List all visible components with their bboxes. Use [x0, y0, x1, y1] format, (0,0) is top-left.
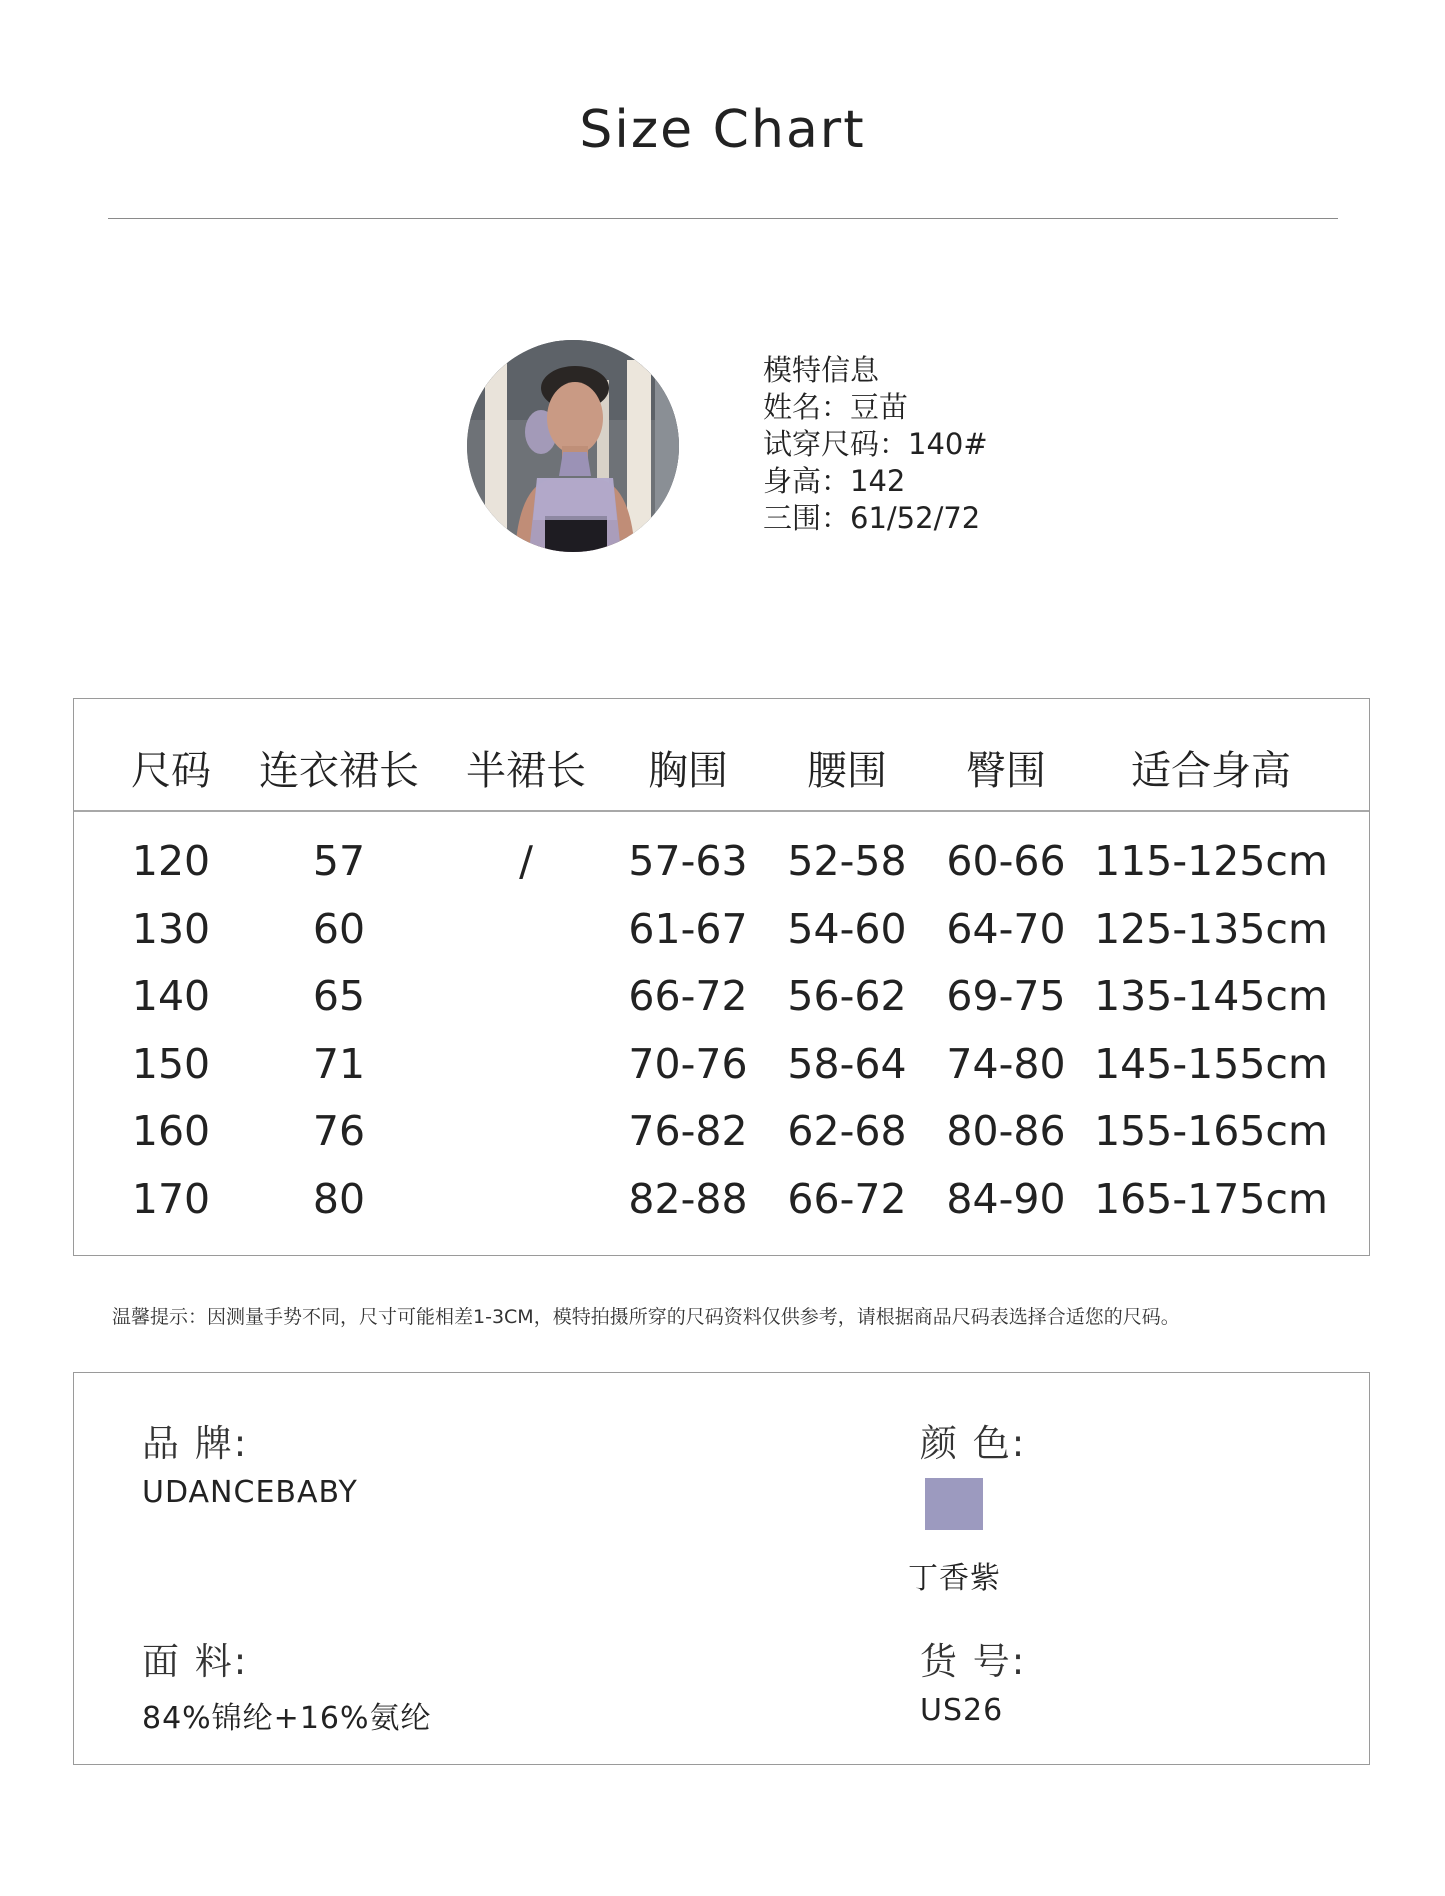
table-cell: 135-145cm [1094, 972, 1328, 1020]
table-cell: 76-82 [628, 1107, 748, 1155]
column-header: 腰围 [807, 748, 887, 794]
table-cell: 160 [131, 1107, 211, 1155]
size-table [73, 698, 1370, 1256]
sizing-note: 温馨提示：因测量手势不同，尺寸可能相差1-3CM，模特拍摄所穿的尺码资料仅供参考，请根据商品尺码表选择合适您的尺码。 [112, 1306, 1180, 1328]
table-cell: 65 [312, 972, 366, 1020]
table-cell: 84-90 [946, 1174, 1066, 1223]
color-name: 丁香紫 [908, 1561, 1001, 1596]
column-header: 连衣裙长 [259, 748, 419, 794]
table-cell: 80-86 [946, 1107, 1066, 1155]
table-cell: 74-80 [946, 1039, 1066, 1088]
model-size: 试穿尺码：140# [763, 427, 988, 461]
table-cell: 66-72 [628, 972, 748, 1020]
table-cell: 140 [131, 972, 211, 1020]
title-divider [108, 218, 1338, 219]
table-cell: 155-165cm [1094, 1107, 1328, 1155]
table-cell: 71 [312, 1039, 366, 1088]
table-cell: 76 [312, 1107, 366, 1155]
table-cell: 60 [312, 904, 366, 953]
column-header: 适合身高 [1131, 748, 1291, 794]
table-cell: 69-75 [946, 972, 1066, 1020]
table-cell: 115-125cm [1094, 837, 1328, 885]
table-cell: 165-175cm [1094, 1174, 1328, 1223]
page-title: Size Chart [579, 100, 866, 160]
column-header: 臀围 [966, 748, 1046, 794]
color-label: 颜 色: [920, 1422, 1027, 1465]
model-photo [467, 340, 679, 552]
column-header: 尺码 [131, 748, 211, 794]
column-header: 半裙长 [466, 748, 586, 794]
table-cell: 58-64 [787, 1039, 907, 1088]
table-cell: 145-155cm [1094, 1039, 1328, 1088]
table-cell: 61-67 [628, 904, 748, 953]
fabric-value: 84%锦纶+16%氨纶 [142, 1701, 432, 1736]
product-info-box [73, 1372, 1370, 1765]
model-measurements: 三围：61/52/72 [763, 501, 981, 535]
brand-label: 品 牌: [142, 1422, 249, 1465]
model-name: 姓名：豆苗 [763, 390, 909, 424]
model-info-heading: 模特信息 [763, 353, 880, 387]
table-cell: 130 [131, 904, 211, 953]
table-cell: 57 [312, 837, 366, 885]
table-cell: 80 [312, 1174, 366, 1223]
model-info [763, 352, 988, 537]
fabric-label: 面 料: [142, 1640, 249, 1683]
table-cell: 52-58 [787, 837, 907, 885]
sku-value: US26 [920, 1693, 1004, 1728]
table-cell: 150 [131, 1039, 211, 1088]
table-cell: 56-62 [787, 972, 907, 1020]
brand-value: UDANCEBABY [142, 1475, 358, 1510]
table-cell: 70-76 [628, 1039, 748, 1088]
table-cell: 60-66 [946, 837, 1066, 885]
color-swatch [925, 1478, 983, 1530]
table-cell: 125-135cm [1094, 904, 1328, 953]
sku-label: 货 号: [920, 1640, 1027, 1683]
table-cell: / [519, 837, 533, 885]
table-cell: 82-88 [628, 1174, 748, 1223]
model-height: 身高：142 [763, 464, 906, 498]
table-cell: 66-72 [787, 1174, 907, 1223]
table-cell: 64-70 [946, 904, 1066, 953]
table-cell: 62-68 [787, 1107, 907, 1155]
table-cell: 57-63 [628, 837, 748, 885]
header-divider [74, 810, 1369, 812]
column-header: 胸围 [648, 748, 728, 794]
table-cell: 54-60 [787, 904, 907, 953]
table-cell: 170 [131, 1174, 211, 1223]
table-cell: 120 [131, 837, 211, 885]
